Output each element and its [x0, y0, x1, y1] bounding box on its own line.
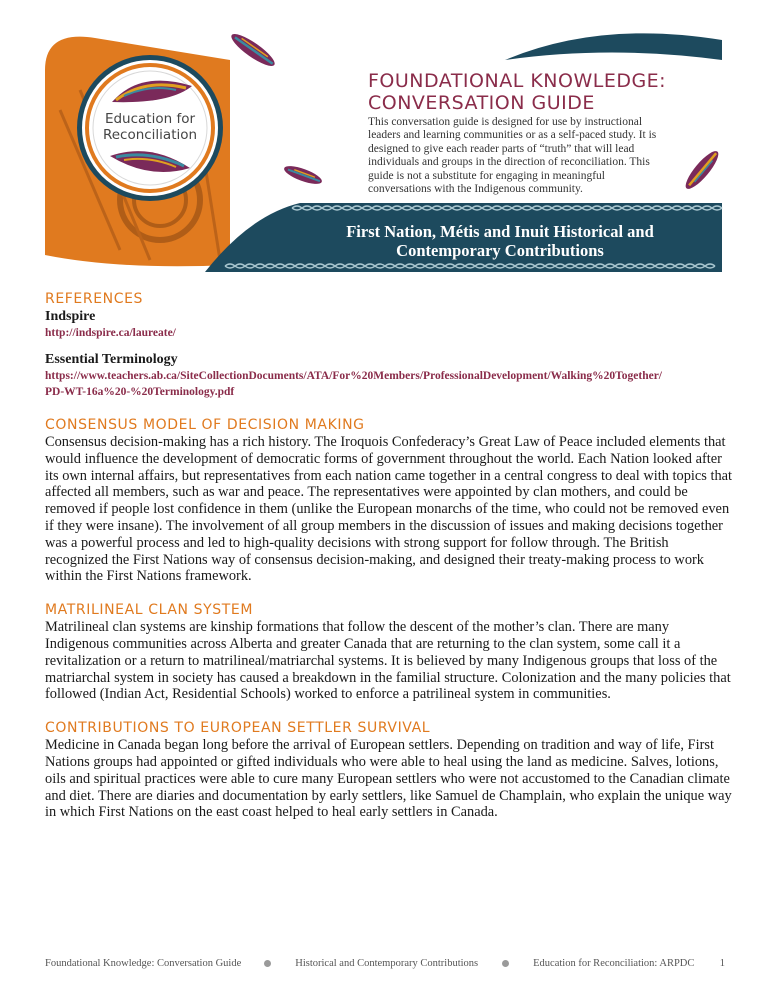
logo-text-line2: Reconciliation — [102, 127, 198, 143]
feather-middle-icon — [282, 163, 324, 188]
footer-section-title: Historical and Contemporary Contributions — [295, 957, 479, 969]
reference-title-indspire: Indspire — [45, 309, 96, 324]
reference-link-indspire[interactable]: http://indspire.ca/laureate/ — [45, 327, 176, 339]
page-header — [0, 0, 768, 285]
page-title — [368, 70, 668, 114]
section-body-matrilineal: Matrilineal clan systems are kinship formations that follow the descent of the mother’s clan. There are many Indigenous communities across Alberta and greater Canada that are returning to the clan system, some call it a revitalization or a return to matrilineal/matriarchal systems. It is believed by many Indigenous groups that loss of the matriarchal system in society has caused a breakdown in the familial structure. Colonization and the many policies that followed (Indian Act, Residential Schools) worked to enforce a patrilineal system in communities. — [45, 619, 731, 703]
reference-link-terminology-line2: PD-WT-16a%20-%20Terminology.pdf — [45, 386, 235, 398]
page-number: 1 — [719, 957, 725, 969]
teal-top-swoosh — [505, 33, 722, 60]
section-heading-matrilineal: MATRILINEAL CLAN SYSTEM — [45, 602, 254, 619]
page-footer — [45, 955, 725, 971]
reference-title-terminology: Essential Terminology — [45, 352, 178, 367]
logo-text-line1: Education for — [104, 111, 196, 127]
page-title-line2: CONVERSATION GUIDE — [368, 92, 595, 114]
references-heading: REFERENCES — [45, 291, 144, 307]
banner-title — [300, 222, 700, 260]
feather-top-center-icon — [228, 29, 279, 70]
reference-link-terminology-line1: https://www.teachers.ab.ca/SiteCollectionDocuments/ATA/For%20Members/ProfessionalDevelopment/Walking%20Together/ — [45, 370, 663, 382]
section-heading-consensus: CONSENSUS MODEL OF DECISION MAKING — [45, 417, 365, 433]
section-heading-settler-survival: CONTRIBUTIONS TO EUROPEAN SETTLER SURVIVAL — [45, 720, 431, 737]
section-body-consensus: Consensus decision-making has a rich history. The Iroquois Confederacy’s Great Law of Peace included elements that would influence the development of democratic forms of government throughout the world. Each Nation looked after its own internal affairs, but representatives from each nation came together in a central congress to deal with topics that affected all members, such as war and peace. The representatives were appointed by clan mothers, and could be removed if people lost confidence in them (unlike the European monarchs of the time, who could not be removed even if they were insane). The involvement of all group members in the discussion of issues and making decisions together was a powerful process and led to high-quality decisions with strong support for follow through. The British recognized the First Nations way of consensus decision-making, and designed their treaty-making process to work within the First Nations framework. — [45, 434, 733, 585]
footer-guide-title: Foundational Knowledge: Conversation Guide — [45, 957, 242, 969]
page-title-line1: FOUNDATIONAL KNOWLEDGE: — [368, 70, 667, 92]
banner-title-line2: Contemporary Contributions — [396, 241, 604, 260]
title-block — [368, 70, 668, 196]
footer-separator-icon — [502, 960, 509, 967]
footer-organization: Education for Reconciliation: ARPDC — [533, 957, 695, 969]
main-content — [45, 291, 735, 821]
logo-text — [95, 111, 205, 143]
footer-separator-icon — [264, 960, 271, 967]
intro-text: This conversation guide is designed for use by instructional leaders and learning communities or as a self-paced study. It is designed to give each reader parts of “truth” that will lead individuals and groups in the direction of reconciliation. This guide is not a substitute for engaging in meaningful conversations with the Indigenous community. — [368, 116, 657, 196]
section-body-settler-survival: Medicine in Canada began long before the arrival of European settlers. Depending on tradition and way of life, First Nations groups had appointed or gifted individuals who were able to heal using the land as medicine. Salves, lotions, oils and spiritual practices were able to cure many European settlers who were not accustomed to the Canadian climate and diet. There are diaries and documentation by early settlers, like Samuel de Champlain, who explain the unique way in which First Nations on the east coast helped to heal early settlers in Canada. — [45, 737, 732, 821]
reference-link-terminology[interactable] — [45, 368, 735, 400]
banner-title-line1: First Nation, Métis and Inuit Historical and — [346, 222, 654, 241]
feather-right-icon — [681, 147, 723, 193]
